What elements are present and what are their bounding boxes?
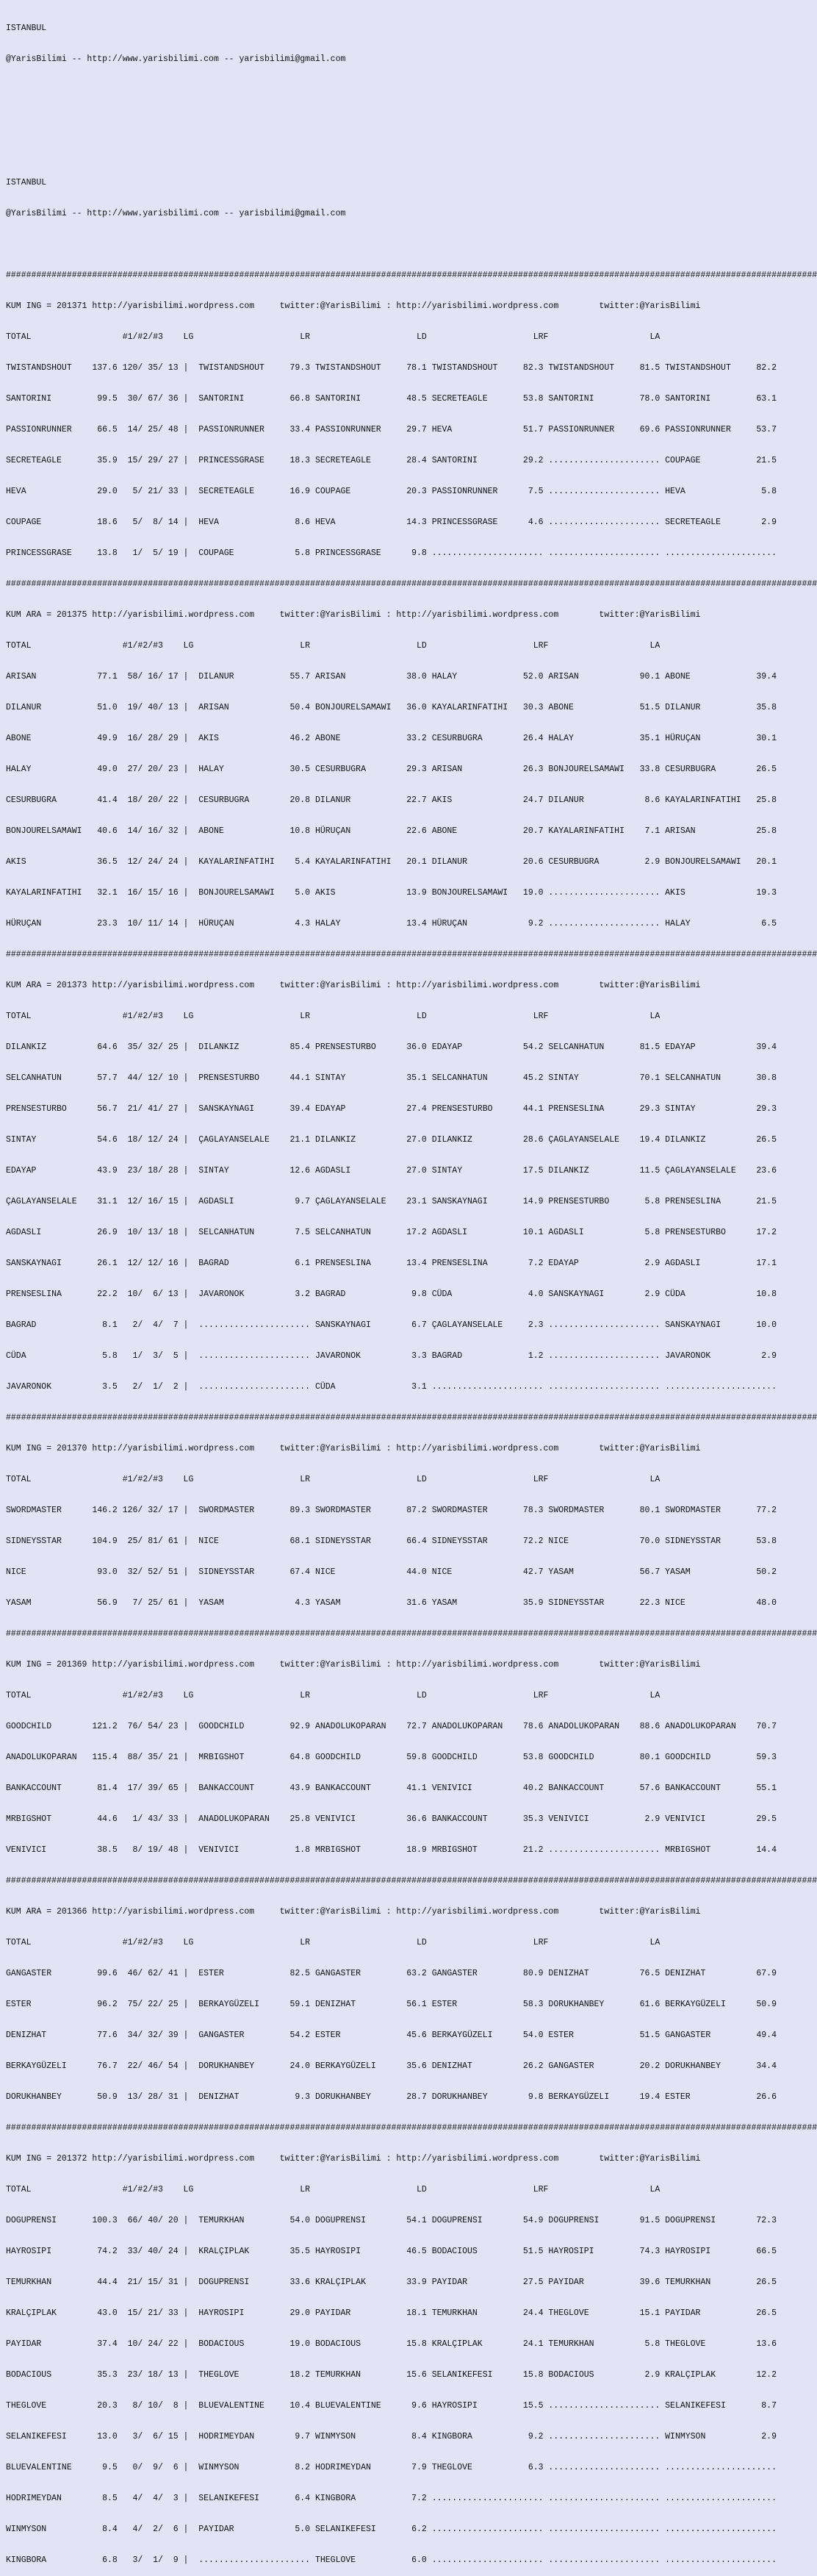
report-line: HAYROSIPI 74.2 33/ 40/ 24 | KRALÇIPLAK 35.5 HAYROSIPI 46.5 BODACIOUS 51.5 HAYROSIPI 74.3 HAYROSIPI 66.5	[6, 2247, 777, 2256]
report-line: CESURBUGRA 41.4 18/ 20/ 22 | CESURBUGRA 20.8 DILANUR 22.7 AKIS 24.7 DILANUR 8.6 KAYALARINFATIHI 25.8	[6, 795, 777, 805]
report-line: SELCANHATUN 57.7 44/ 12/ 10 | PRENSESTURBO 44.1 SINTAY 35.1 SELCANHATUN 45.2 SINTAY 70.1 SELCANHATUN 30.8	[6, 1073, 777, 1083]
report-line: TOTAL #1/#2/#3 LG LR LD LRF LA	[6, 641, 661, 651]
report-line: KUM ARA = 201366 http://yarisbilimi.wordpress.com twitter:@YarisBilimi : http://yarisbilimi.wordpress.com twitter:@YarisBilimi	[6, 1907, 701, 1917]
report-line: KINGBORA 6.8 3/ 1/ 9 | ...................... THEGLOVE 6.0 ...................... ...................... ......................	[6, 2555, 777, 2565]
report-line: ISTANBUL	[6, 24, 47, 33]
report-line: BERKAYGÜZELI 76.7 22/ 46/ 54 | DORUKHANBEY 24.0 BERKAYGÜZELI 35.6 DENIZHAT 26.2 GANGASTER 20.2 DORUKHANBEY 34.4	[6, 2061, 777, 2071]
report-line: KUM ING = 201370 http://yarisbilimi.wordpress.com twitter:@YarisBilimi : http://yarisbilimi.wordpress.com twitter:@YarisBilimi	[6, 1444, 701, 1453]
report-line: DILANKIZ 64.6 35/ 32/ 25 | DILANKIZ 85.4 PRENSESTURBO 36.0 EDAYAP 54.2 SELCANHATUN 81.5 EDAYAP 39.4	[6, 1042, 777, 1052]
report-line: KRALÇIPLAK 43.0 15/ 21/ 33 | HAYROSIPI 29.0 PAYIDAR 18.1 TEMURKHAN 24.4 THEGLOVE 15.1 PAYIDAR 26.5	[6, 2308, 777, 2318]
report-line: SINTAY 54.6 18/ 12/ 24 | ÇAGLAYANSELALE 21.1 DILANKIZ 27.0 DILANKIZ 28.6 ÇAGLAYANSELALE 19.4 DILANKIZ 26.5	[6, 1135, 777, 1145]
report-line: NICE 93.0 32/ 52/ 51 | SIDNEYSSTAR 67.4 NICE 44.0 NICE 42.7 YASAM 56.7 YASAM 50.2	[6, 1567, 777, 1577]
report-line: SANSKAYNAGI 26.1 12/ 12/ 16 | BAGRAD 6.1 PRENSESLINA 13.4 PRENSESLINA 7.2 EDAYAP 2.9 AGDASLI 17.1	[6, 1259, 777, 1268]
report-line: DOGUPRENSI 100.3 66/ 40/ 20 | TEMURKHAN 54.0 DOGUPRENSI 54.1 DOGUPRENSI 54.9 DOGUPRENSI 91.5 DOGUPRENSI 72.3	[6, 2216, 777, 2225]
report-line: ################################################################################################################################################################	[6, 1876, 817, 1886]
report-line: GANGASTER 99.6 46/ 62/ 41 | ESTER 82.5 GANGASTER 63.2 GANGASTER 80.9 DENIZHAT 76.5 DENIZHAT 67.9	[6, 1969, 777, 1978]
report-line: PRENSESTURBO 56.7 21/ 41/ 27 | SANSKAYNAGI 39.4 EDAYAP 27.4 PRENSESTURBO 44.1 PRENSESLINA 29.3 SINTAY 29.3	[6, 1104, 777, 1114]
report-line: ################################################################################################################################################################	[6, 950, 817, 959]
report-line: @YarisBilimi -- http://www.yarisbilimi.com -- yarisbilimi@gmail.com	[6, 209, 346, 218]
report-line: ################################################################################################################################################################	[6, 271, 817, 280]
report-line: ################################################################################################################################################################	[6, 1629, 817, 1639]
report-line: PRENSESLINA 22.2 10/ 6/ 13 | JAVARONOK 3.2 BAGRAD 9.8 CÜDA 4.0 SANSKAYNAGI 2.9 CÜDA 10.8	[6, 1289, 777, 1299]
report-line: BLUEVALENTINE 9.5 0/ 9/ 6 | WINMYSON 8.2 HODRIMEYDAN 7.9 THEGLOVE 6.3 ...................... ......................	[6, 2463, 777, 2472]
report-line: ESTER 96.2 75/ 22/ 25 | BERKAYGÜZELI 59.1 DENIZHAT 56.1 ESTER 58.3 DORUKHANBEY 61.6 BERKAYGÜZELI 50.9	[6, 2000, 777, 2009]
report-line: SANTORINI 99.5 30/ 67/ 36 | SANTORINI 66.8 SANTORINI 48.5 SECRETEAGLE 53.8 SANTORINI 78.0 SANTORINI 63.1	[6, 394, 777, 404]
report-line: HODRIMEYDAN 8.5 4/ 4/ 3 | SELANIKEFESI 6.4 KINGBORA 7.2 ...................... ...................... ......................	[6, 2494, 777, 2503]
report-line: ################################################################################################################################################################	[6, 579, 817, 589]
report-line	[6, 147, 793, 157]
report-line: TEMURKHAN 44.4 21/ 15/ 31 | DOGUPRENSI 33.6 KRALÇIPLAK 33.9 PAYIDAR 27.5 PAYIDAR 39.6 TEMURKHAN 26.5	[6, 2278, 777, 2287]
report-line	[6, 85, 793, 96]
report-line: KUM ARA = 201373 http://yarisbilimi.wordpress.com twitter:@YarisBilimi : http://yarisbilimi.wordpress.com twitter:@YarisBilimi	[6, 981, 701, 990]
report-line: HEVA 29.0 5/ 21/ 33 | SECRETEAGLE 16.9 COUPAGE 20.3 PASSIONRUNNER 7.5 ...................... HEVA 5.8	[6, 487, 777, 496]
report-line: CÜDA 5.8 1/ 3/ 5 | ...................... JAVARONOK 3.3 BAGRAD 1.2 ...................... JAVARONOK 2.9	[6, 1351, 777, 1361]
report-line	[6, 116, 793, 126]
report-line: MRBIGSHOT 44.6 1/ 43/ 33 | ANADOLUKOPARAN 25.8 VENIVICI 36.6 BANKACCOUNT 35.3 VENIVICI 2.9 VENIVICI 29.5	[6, 1814, 777, 1824]
report-line: KUM ING = 201372 http://yarisbilimi.wordpress.com twitter:@YarisBilimi : http://yarisbilimi.wordpress.com twitter:@YarisBilimi	[6, 2154, 701, 2164]
report-line: TOTAL #1/#2/#3 LG LR LD LRF LA	[6, 1691, 661, 1700]
report-line: WINMYSON 8.4 4/ 2/ 6 | PAYIDAR 5.0 SELANIKEFESI 6.2 ...................... ...................... ......................	[6, 2525, 777, 2534]
report-line: SECRETEAGLE 35.9 15/ 29/ 27 | PRINCESSGRASE 18.3 SECRETEAGLE 28.4 SANTORINI 29.2 ...................... COUPAGE 21.5	[6, 456, 777, 465]
report-line: HALAY 49.0 27/ 20/ 23 | HALAY 30.5 CESURBUGRA 29.3 ARISAN 26.3 BONJOURELSAMAWI 33.8 CESURBUGRA 26.5	[6, 765, 777, 774]
report-line: VENIVICI 38.5 8/ 19/ 48 | VENIVICI 1.8 MRBIGSHOT 18.9 MRBIGSHOT 21.2 ...................... MRBIGSHOT 14.4	[6, 1845, 777, 1855]
report-line: BANKACCOUNT 81.4 17/ 39/ 65 | BANKACCOUNT 43.9 BANKACCOUNT 41.1 VENIVICI 40.2 BANKACCOUNT 57.6 BANKACCOUNT 55.1	[6, 1783, 777, 1793]
report-line: ARISAN 77.1 58/ 16/ 17 | DILANUR 55.7 ARISAN 38.0 HALAY 52.0 ARISAN 90.1 ABONE 39.4	[6, 672, 777, 681]
report-line: DILANUR 51.0 19/ 40/ 13 | ARISAN 50.4 BONJOURELSAMAWI 36.0 KAYALARINFATIHI 30.3 ABONE 51.5 DILANUR 35.8	[6, 703, 777, 712]
report-line: SELANIKEFESI 13.0 3/ 6/ 15 | HODRIMEYDAN 9.7 WINMYSON 8.4 KINGBORA 9.2 ...................... WINMYSON 2.9	[6, 2432, 777, 2441]
report-line: @YarisBilimi -- http://www.yarisbilimi.com -- yarisbilimi@gmail.com	[6, 54, 346, 64]
report-line: SIDNEYSSTAR 104.9 25/ 81/ 61 | NICE 68.1 SIDNEYSSTAR 66.4 SIDNEYSSTAR 72.2 NICE 70.0 SIDNEYSSTAR 53.8	[6, 1536, 777, 1546]
report-line: PRINCESSGRASE 13.8 1/ 5/ 19 | COUPAGE 5.8 PRINCESSGRASE 9.8 ...................... ...................... ......................	[6, 548, 777, 558]
report-line: BAGRAD 8.1 2/ 4/ 7 | ...................... SANSKAYNAGI 6.7 ÇAGLAYANSELALE 2.3 ...................... SANSKAYNAGI 10.0	[6, 1320, 777, 1330]
report-line: TOTAL #1/#2/#3 LG LR LD LRF LA	[6, 1012, 661, 1021]
report-line: TWISTANDSHOUT 137.6 120/ 35/ 13 | TWISTANDSHOUT 79.3 TWISTANDSHOUT 78.1 TWISTANDSHOUT 82.3 TWISTANDSHOUT 81.5 TWISTANDSHOUT 82.2	[6, 363, 777, 373]
report-line: ANADOLUKOPARAN 115.4 88/ 35/ 21 | MRBIGSHOT 64.8 GOODCHILD 59.8 GOODCHILD 53.8 GOODCHILD 80.1 GOODCHILD 59.3	[6, 1753, 777, 1762]
report-line: ABONE 49.9 16/ 28/ 29 | AKIS 46.2 ABONE 33.2 CESURBUGRA 26.4 HALAY 35.1 HÜRUÇAN 30.1	[6, 734, 777, 743]
report-line: COUPAGE 18.6 5/ 8/ 14 | HEVA 8.6 HEVA 14.3 PRINCESSGRASE 4.6 ...................... SECRETEAGLE 2.9	[6, 518, 777, 527]
report-line: DENIZHAT 77.6 34/ 32/ 39 | GANGASTER 54.2 ESTER 45.6 BERKAYGÜZELI 54.0 ESTER 51.5 GANGASTER 49.4	[6, 2031, 777, 2040]
report-line: ################################################################################################################################################################	[6, 1413, 817, 1423]
report-line	[6, 240, 793, 250]
report-line: ISTANBUL	[6, 178, 47, 187]
report-line: TOTAL #1/#2/#3 LG LR LD LRF LA	[6, 1938, 661, 1947]
report-line: ################################################################################################################################################################	[6, 2123, 817, 2133]
report-line: PAYIDAR 37.4 10/ 24/ 22 | BODACIOUS 19.0 BODACIOUS 15.8 KRALÇIPLAK 24.1 TEMURKHAN 5.8 THEGLOVE 13.6	[6, 2339, 777, 2349]
report-line: BODACIOUS 35.3 23/ 18/ 13 | THEGLOVE 18.2 TEMURKHAN 15.6 SELANIKEFESI 15.8 BODACIOUS 2.9 KRALÇIPLAK 12.2	[6, 2370, 777, 2380]
report-line: PASSIONRUNNER 66.5 14/ 25/ 48 | PASSIONRUNNER 33.4 PASSIONRUNNER 29.7 HEVA 51.7 PASSIONRUNNER 69.6 PASSIONRUNNER 53.7	[6, 425, 777, 434]
report-line: YASAM 56.9 7/ 25/ 61 | YASAM 4.3 YASAM 31.6 YASAM 35.9 SIDNEYSSTAR 22.3 NICE 48.0	[6, 1598, 777, 1608]
report-line: KUM ARA = 201375 http://yarisbilimi.wordpress.com twitter:@YarisBilimi : http://yarisbilimi.wordpress.com twitter:@YarisBilimi	[6, 610, 701, 620]
report-line: AGDASLI 26.9 10/ 13/ 18 | SELCANHATUN 7.5 SELCANHATUN 17.2 AGDASLI 10.1 AGDASLI 5.8 PRENSESTURBO 17.2	[6, 1228, 777, 1237]
report-line: THEGLOVE 20.3 8/ 10/ 8 | BLUEVALENTINE 10.4 BLUEVALENTINE 9.6 HAYROSIPI 15.5 ...................... SELANIKEFESI 8.7	[6, 2401, 777, 2411]
report-line: ÇAGLAYANSELALE 31.1 12/ 16/ 15 | AGDASLI 9.7 ÇAGLAYANSELALE 23.1 SANSKAYNAGI 14.9 PRENSESTURBO 5.8 PRENSESLINA 21.5	[6, 1197, 777, 1206]
report-line: EDAYAP 43.9 23/ 18/ 28 | SINTAY 12.6 AGDASLI 27.0 SINTAY 17.5 DILANKIZ 11.5 ÇAGLAYANSELALE 23.6	[6, 1166, 777, 1176]
report-line: KAYALARINFATIHI 32.1 16/ 15/ 16 | BONJOURELSAMAWI 5.0 AKIS 13.9 BONJOURELSAMAWI 19.0 ...................... AKIS 19.3	[6, 888, 777, 898]
report-line: GOODCHILD 121.2 76/ 54/ 23 | GOODCHILD 92.9 ANADOLUKOPARAN 72.7 ANADOLUKOPARAN 78.6 ANADOLUKOPARAN 88.6 ANADOLUKOPARAN 70.7	[6, 1722, 777, 1731]
report-line: BONJOURELSAMAWI 40.6 14/ 16/ 32 | ABONE 10.8 HÜRUÇAN 22.6 ABONE 20.7 KAYALARINFATIHI 7.1 ARISAN 25.8	[6, 826, 777, 836]
report-line: TOTAL #1/#2/#3 LG LR LD LRF LA	[6, 1475, 661, 1484]
report-line: TOTAL #1/#2/#3 LG LR LD LRF LA	[6, 2185, 661, 2194]
report-line: SWORDMASTER 146.2 126/ 32/ 17 | SWORDMASTER 89.3 SWORDMASTER 87.2 SWORDMASTER 78.3 SWORDMASTER 80.1 SWORDMASTER 77.2	[6, 1506, 777, 1515]
report-line: KUM ING = 201369 http://yarisbilimi.wordpress.com twitter:@YarisBilimi : http://yarisbilimi.wordpress.com twitter:@YarisBilimi	[6, 1660, 701, 1670]
report-line: HÜRUÇAN 23.3 10/ 11/ 14 | HÜRUÇAN 4.3 HALAY 13.4 HÜRUÇAN 9.2 ...................... HALAY 6.5	[6, 919, 777, 929]
report-line: TOTAL #1/#2/#3 LG LR LD LRF LA	[6, 332, 661, 342]
report-line: DORUKHANBEY 50.9 13/ 28/ 31 | DENIZHAT 9.3 DORUKHANBEY 28.7 DORUKHANBEY 9.8 BERKAYGÜZELI 19.4 ESTER 26.6	[6, 2092, 777, 2102]
report-line: KUM ING = 201371 http://yarisbilimi.wordpress.com twitter:@YarisBilimi : http://yarisbilimi.wordpress.com twitter:@YarisBilimi	[6, 301, 701, 311]
report-line: AKIS 36.5 12/ 24/ 24 | KAYALARINFATIHI 5.4 KAYALARINFATIHI 20.1 DILANUR 20.6 CESURBUGRA 2.9 BONJOURELSAMAWI 20.1	[6, 857, 777, 867]
report-line: JAVARONOK 3.5 2/ 1/ 2 | ...................... CÜDA 3.1 ...................... ...................... ......................	[6, 1382, 777, 1392]
